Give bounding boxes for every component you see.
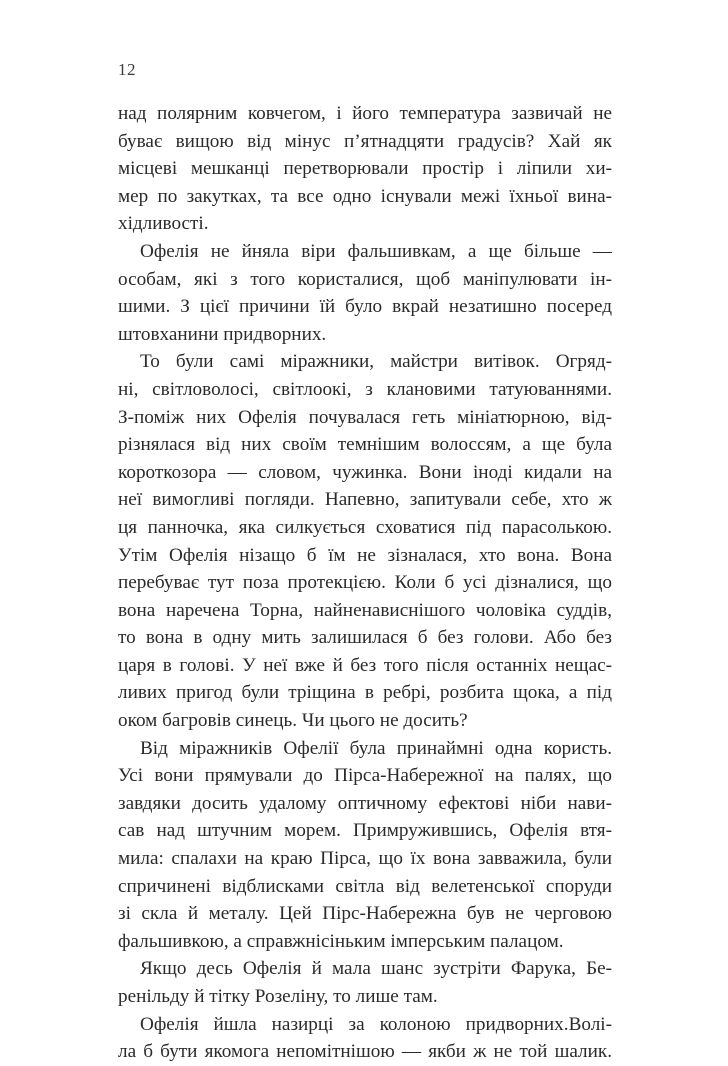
text-line: буває вищою від мінус п’ятнадцяти градусів? Хай як — [118, 130, 612, 152]
text-line: короткозора — словом, чужинка. Вони іноді кидали на — [118, 461, 612, 483]
text-line: мила: спалахи на краю Пірса, що їх вона завважила, були — [118, 848, 612, 870]
text-line: над полярним ковчегом, і його температура зазвичай не — [118, 103, 612, 124]
text-line: завдяки досить удалому оптичному ефектові ніби нави- — [118, 792, 612, 814]
text-line: мер по закутках, та все одно існували межі їхньої вина- — [118, 185, 612, 207]
text-line: Усі вони прямували до Пірса-Набережної на палях, що — [118, 765, 612, 787]
text-line: фальшивкою, а справжнісіньким імперським палацом. — [118, 930, 564, 952]
text-line: Офелія не йняла віри фальшивкам, а ще більше — — [140, 240, 612, 262]
text-line: неї вимогливі погляди. Напевно, запитували себе, хто ж — [118, 489, 612, 511]
text-line: Від міражників Офелії була принаймні одна користь. — [140, 737, 612, 759]
text-line: оком багровів синець. Чи цього не досить? — [118, 710, 468, 732]
text-line: штовханини придворних. — [118, 323, 327, 345]
text-line: ця панночка, яка силкується сховатися під парасолькою. — [118, 516, 612, 538]
text-line: зі скла й металу. Цей Пірс-Набережна був не черговою — [118, 903, 612, 925]
page-number: 12 — [118, 60, 136, 79]
text-line: ливих пригод були тріщина в ребрі, розбита щока, а під — [118, 682, 612, 704]
text-line: З-поміж них Офелія почувалася геть мініатюрною, від- — [118, 406, 612, 428]
text-line: ла б бути якомога непомітнішою — якби ж не той шалик. — [118, 1041, 612, 1063]
text-line: ні, світловолосі, світлоокі, з клановими татуюваннями. — [118, 378, 612, 400]
text-line: місцеві мешканці перетворювали простір і ліпили хи- — [118, 158, 612, 180]
text-line: шими. З цієї причини їй було вкрай незатишно посеред — [118, 296, 612, 318]
text-line: перебуває тут поза протекцією. Коли б усі дізналися, що — [118, 572, 612, 594]
text-line: То були самі міражники, майстри витівок. Огряд- — [140, 351, 612, 373]
text-line: особам, які з того користалися, щоб маніпулювати ін- — [118, 268, 612, 290]
text-line: хідливості. — [118, 213, 209, 235]
text-line: то вона в одну мить залишилася б без голови. Або без — [118, 627, 612, 649]
text-line: сав над штучним морем. Примружившись, Офелія втя- — [118, 820, 612, 842]
text-line: царя в голові. У неї вже й без того після останніх нещас- — [118, 654, 612, 676]
text-line: Якщо десь Офелія й мала шанс зустріти Фарука, Бе- — [140, 958, 612, 980]
text-line: вона наречена Торна, найненависнішого чоловіка суддів, — [118, 599, 612, 621]
text-line: різнялася від них своїм темнішим волоссям, а ще була — [118, 434, 612, 456]
text-line: спричинені відблисками світла від велетенської споруди — [118, 875, 612, 897]
text-line: Утім Офелія нізащо б їм не зізналася, хто вона. Вона — [118, 544, 612, 566]
text-line: ренільду й тітку Розеліну, то лише там. — [118, 986, 438, 1007]
body-text — [118, 100, 612, 1066]
text-line: Офелія йшла назирці за колоною придворних.Волі- — [140, 1013, 612, 1035]
